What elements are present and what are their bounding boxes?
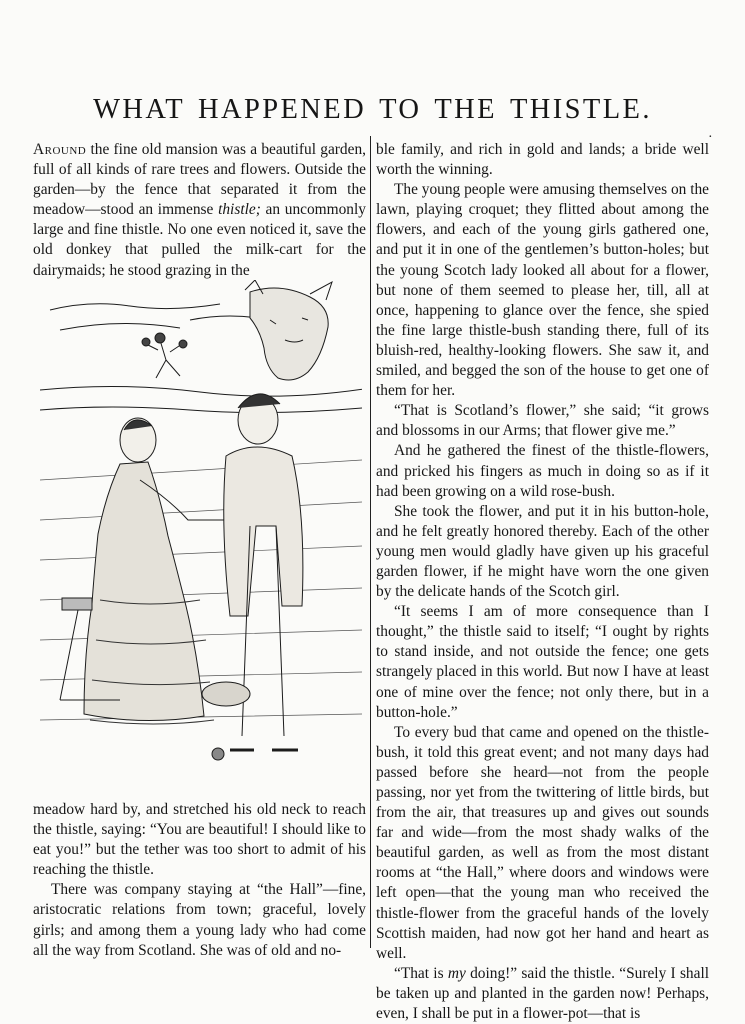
column-divider bbox=[370, 136, 371, 948]
drop-word: Around bbox=[33, 141, 87, 158]
left-column-bottom bbox=[33, 800, 366, 961]
opening-paragraph bbox=[33, 140, 366, 281]
engraving-illustration bbox=[40, 280, 362, 790]
last-para-start: “That is bbox=[394, 964, 448, 982]
right-paragraph-2: The young people were amusing themselves on the lawn, playing croquet; they flitted about among the flowers, and each of the young girls gathered one, and put it in one of the gentlemen’s button-holes; but the young Scotch lady looked all about for a flower, but none of them seemed to please her, till, all at once, happening to glance over the fence, she spied the fine large thistle-bush standing there, full of its bluish-red, healthy-looking flowers. She saw it, and smiled, and begged the son of the house to get one of them for her. bbox=[376, 181, 709, 400]
continuation-paragraph: meadow hard by, and stretched his old neck to reach the thistle, saying: “You are beautiful! I should like to eat you!” but the tether was too short to admit of his reaching the thistle. bbox=[33, 801, 366, 879]
engraving-svg bbox=[40, 280, 362, 790]
opening-tail: an uncommonly large and fine thistle. No one even noticed it, save the old donkey that pulled the milk-cart for the dairymaids; he stood grazing in the bbox=[33, 201, 366, 279]
right-paragraph-8 bbox=[376, 964, 709, 1024]
right-paragraph-7: To every bud that came and opened on the thistle-bush, it told this great event; and not many days had passed before she heard—not from the people passing, nor yet from the twittering of little birds, but from the air, that treasures up and gives out sounds far and wide—from the most shady walks of the beautiful garden, as well as from the most distant rooms at “the Hall,” where doors and windows were left open—that the young man who received the thistle-flower from the graceful hands of the lovely Scottish maiden, had now got her hand and heart as well. bbox=[376, 723, 709, 962]
right-paragraph-4: And he gathered the finest of the thistle-flowers, and pricked his fingers as much in doing so as if it had been growing on a wild rose-bush. bbox=[376, 442, 709, 500]
last-para-italic: my bbox=[447, 964, 466, 982]
last-para-end: doing!” said the thistle. “Surely I shall be taken up and planted in the garden now! Perhaps, even, I shall be put in a flower-pot—that is bbox=[376, 964, 710, 1023]
print-speck: · bbox=[708, 130, 713, 145]
opening-text: the fine old mansion was a beautiful garden, full of all kinds of rare trees and flowers. Outside the garden—by the fence that separated it from the meadow—stood an immense bbox=[33, 141, 366, 219]
right-paragraph-5: She took the flower, and put it in his button-hole, and he felt greatly honored thereby. Each of the other young men would gladly have given up his graceful garden flower, if he might have worn the one given by the delicate hands of the Scotch girl. bbox=[376, 502, 709, 601]
article-title: WHAT HAPPENED TO THE THISTLE. bbox=[93, 94, 652, 125]
right-column bbox=[376, 140, 709, 1024]
right-paragraph-1: ble family, and rich in gold and lands; a bride well worth the winning. bbox=[376, 141, 709, 179]
right-paragraph-3: “That is Scotland’s flower,” she said; “it grows and blossoms in our Arms; that flower give me.” bbox=[376, 402, 709, 440]
company-paragraph: There was company staying at “the Hall”—fine, aristocratic relations from town; graceful, lovely girls; and among them a young lady who had come all the way from Scotland. She was of old and no- bbox=[33, 881, 366, 959]
left-column-top bbox=[33, 140, 366, 281]
right-paragraph-6: “It seems I am of more consequence than I thought,” the thistle said to itself; “I ought by rights to stand inside, and not outside the fence; one gets strangely placed in this world. But now I have at least one of mine over the fence; not only there, but in a button-hole.” bbox=[376, 603, 709, 721]
opening-italic: thistle; bbox=[218, 201, 261, 219]
